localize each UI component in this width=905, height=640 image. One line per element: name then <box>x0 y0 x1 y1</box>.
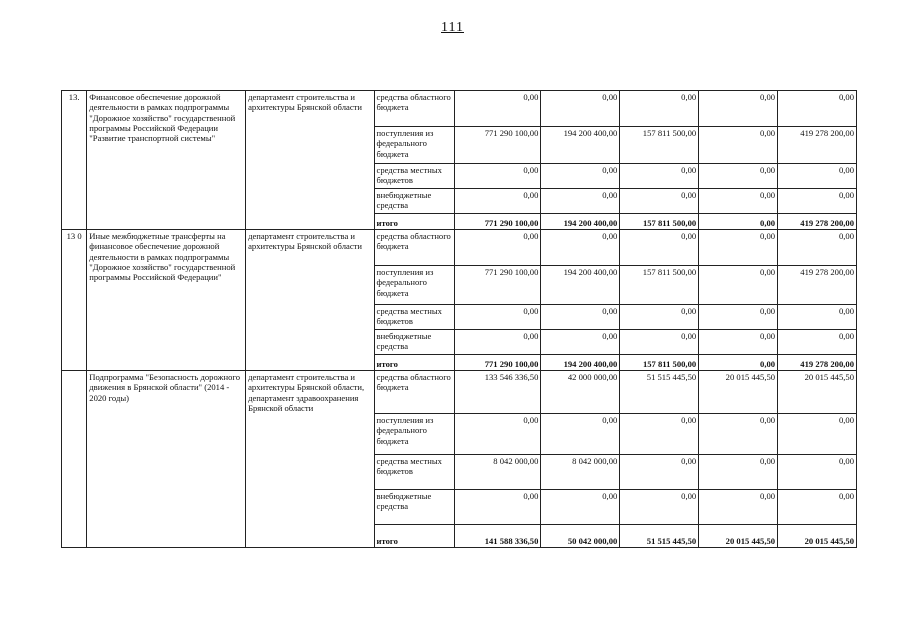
total-cell: 419 278 200,00 <box>778 355 857 371</box>
amount-cell: 0,00 <box>699 91 778 127</box>
funding-source: внебюджетные средства <box>374 330 455 355</box>
funding-source: внебюджетные средства <box>374 189 455 214</box>
total-cell: 157 811 500,00 <box>620 355 699 371</box>
amount-cell: 194 200 400,00 <box>541 266 620 305</box>
amount-cell: 0,00 <box>620 414 699 455</box>
amount-cell: 8 042 000,00 <box>541 455 620 490</box>
funding-source: поступления из федерального бюджета <box>374 266 455 305</box>
item-number <box>62 371 87 548</box>
amount-cell: 0,00 <box>699 164 778 189</box>
amount-cell: 0,00 <box>455 305 541 330</box>
amount-cell: 419 278 200,00 <box>778 127 857 164</box>
total-cell: 141 588 336,50 <box>455 525 541 548</box>
table-row <box>62 91 857 127</box>
amount-cell: 0,00 <box>620 189 699 214</box>
total-cell: 157 811 500,00 <box>620 214 699 230</box>
funding-source: средства областного бюджета <box>374 91 455 127</box>
amount-cell: 0,00 <box>541 490 620 525</box>
total-cell: 771 290 100,00 <box>455 214 541 230</box>
page-number: 111 <box>441 20 464 35</box>
amount-cell: 0,00 <box>620 330 699 355</box>
amount-cell: 0,00 <box>541 91 620 127</box>
total-cell: 51 515 445,50 <box>620 525 699 548</box>
amount-cell: 0,00 <box>699 490 778 525</box>
amount-cell: 8 042 000,00 <box>455 455 541 490</box>
amount-cell: 0,00 <box>778 230 857 266</box>
funding-source: поступления из федерального бюджета <box>374 414 455 455</box>
amount-cell: 0,00 <box>778 189 857 214</box>
table-row <box>62 230 857 266</box>
amount-cell: 771 290 100,00 <box>455 127 541 164</box>
item-name: Финансовое обеспечение дорожной деятельности в рамках подпрограммы "Дорожное хозяйство" государственной программы Российской Федерации "Развитие транспортной системы" <box>87 91 246 230</box>
funding-source: средства областного бюджета <box>374 230 455 266</box>
amount-cell: 0,00 <box>620 91 699 127</box>
amount-cell: 157 811 500,00 <box>620 127 699 164</box>
funding-source: итого <box>374 525 455 548</box>
funding-source: итого <box>374 214 455 230</box>
amount-cell: 0,00 <box>541 164 620 189</box>
item-executor: департамент строительства и архитектуры Брянской области <box>246 230 374 371</box>
amount-cell: 0,00 <box>620 455 699 490</box>
item-executor: департамент строительства и архитектуры Брянской области, департамент здравоохранения Брянской области <box>246 371 374 548</box>
amount-cell: 771 290 100,00 <box>455 266 541 305</box>
total-cell: 0,00 <box>699 355 778 371</box>
amount-cell: 0,00 <box>620 164 699 189</box>
total-cell: 771 290 100,00 <box>455 355 541 371</box>
amount-cell: 0,00 <box>455 414 541 455</box>
amount-cell: 419 278 200,00 <box>778 266 857 305</box>
total-cell: 20 015 445,50 <box>699 525 778 548</box>
amount-cell: 0,00 <box>699 189 778 214</box>
amount-cell: 51 515 445,50 <box>620 371 699 414</box>
item-name: Иные межбюджетные трансферты на финансовое обеспечение дорожной деятельности в рамках подпрограммы "Дорожное хозяйство" государственной программы Российской Федерации" <box>87 230 246 371</box>
total-cell: 20 015 445,50 <box>778 525 857 548</box>
amount-cell: 0,00 <box>455 230 541 266</box>
amount-cell: 0,00 <box>778 330 857 355</box>
amount-cell: 157 811 500,00 <box>620 266 699 305</box>
amount-cell: 0,00 <box>455 189 541 214</box>
total-cell: 0,00 <box>699 214 778 230</box>
amount-cell: 0,00 <box>620 490 699 525</box>
total-cell: 194 200 400,00 <box>541 355 620 371</box>
amount-cell: 194 200 400,00 <box>541 127 620 164</box>
amount-cell: 0,00 <box>699 305 778 330</box>
amount-cell: 0,00 <box>699 230 778 266</box>
total-cell: 419 278 200,00 <box>778 214 857 230</box>
total-cell: 50 042 000,00 <box>541 525 620 548</box>
funding-source: средства местных бюджетов <box>374 305 455 330</box>
amount-cell: 133 546 336,50 <box>455 371 541 414</box>
funding-source: поступления из федерального бюджета <box>374 127 455 164</box>
amount-cell: 0,00 <box>699 455 778 490</box>
amount-cell: 0,00 <box>541 305 620 330</box>
amount-cell: 0,00 <box>455 330 541 355</box>
amount-cell: 0,00 <box>778 490 857 525</box>
amount-cell: 0,00 <box>541 414 620 455</box>
amount-cell: 0,00 <box>699 414 778 455</box>
amount-cell: 42 000 000,00 <box>541 371 620 414</box>
amount-cell: 0,00 <box>778 305 857 330</box>
total-cell: 194 200 400,00 <box>541 214 620 230</box>
item-number: 13 0 <box>62 230 87 371</box>
amount-cell: 0,00 <box>455 164 541 189</box>
amount-cell: 0,00 <box>541 230 620 266</box>
item-executor: департамент строительства и архитектуры Брянской области <box>246 91 374 230</box>
item-number: 13. <box>62 91 87 230</box>
amount-cell: 20 015 445,50 <box>699 371 778 414</box>
amount-cell: 0,00 <box>699 127 778 164</box>
amount-cell: 0,00 <box>620 305 699 330</box>
amount-cell: 20 015 445,50 <box>778 371 857 414</box>
funding-source: средства местных бюджетов <box>374 164 455 189</box>
amount-cell: 0,00 <box>699 330 778 355</box>
item-name: Подпрограмма "Безопасность дорожного движения в Брянской области" (2014 - 2020 годы) <box>87 371 246 548</box>
funding-source: средства местных бюджетов <box>374 455 455 490</box>
funding-source: средства областного бюджета <box>374 371 455 414</box>
amount-cell: 0,00 <box>778 164 857 189</box>
amount-cell: 0,00 <box>455 490 541 525</box>
amount-cell: 0,00 <box>620 230 699 266</box>
amount-cell: 0,00 <box>541 330 620 355</box>
amount-cell: 0,00 <box>778 414 857 455</box>
amount-cell: 0,00 <box>541 189 620 214</box>
funding-source: внебюджетные средства <box>374 490 455 525</box>
amount-cell: 0,00 <box>778 91 857 127</box>
table-row <box>62 371 857 414</box>
amount-cell: 0,00 <box>699 266 778 305</box>
amount-cell: 0,00 <box>455 91 541 127</box>
budget-table <box>61 90 857 548</box>
funding-source: итого <box>374 355 455 371</box>
amount-cell: 0,00 <box>778 455 857 490</box>
